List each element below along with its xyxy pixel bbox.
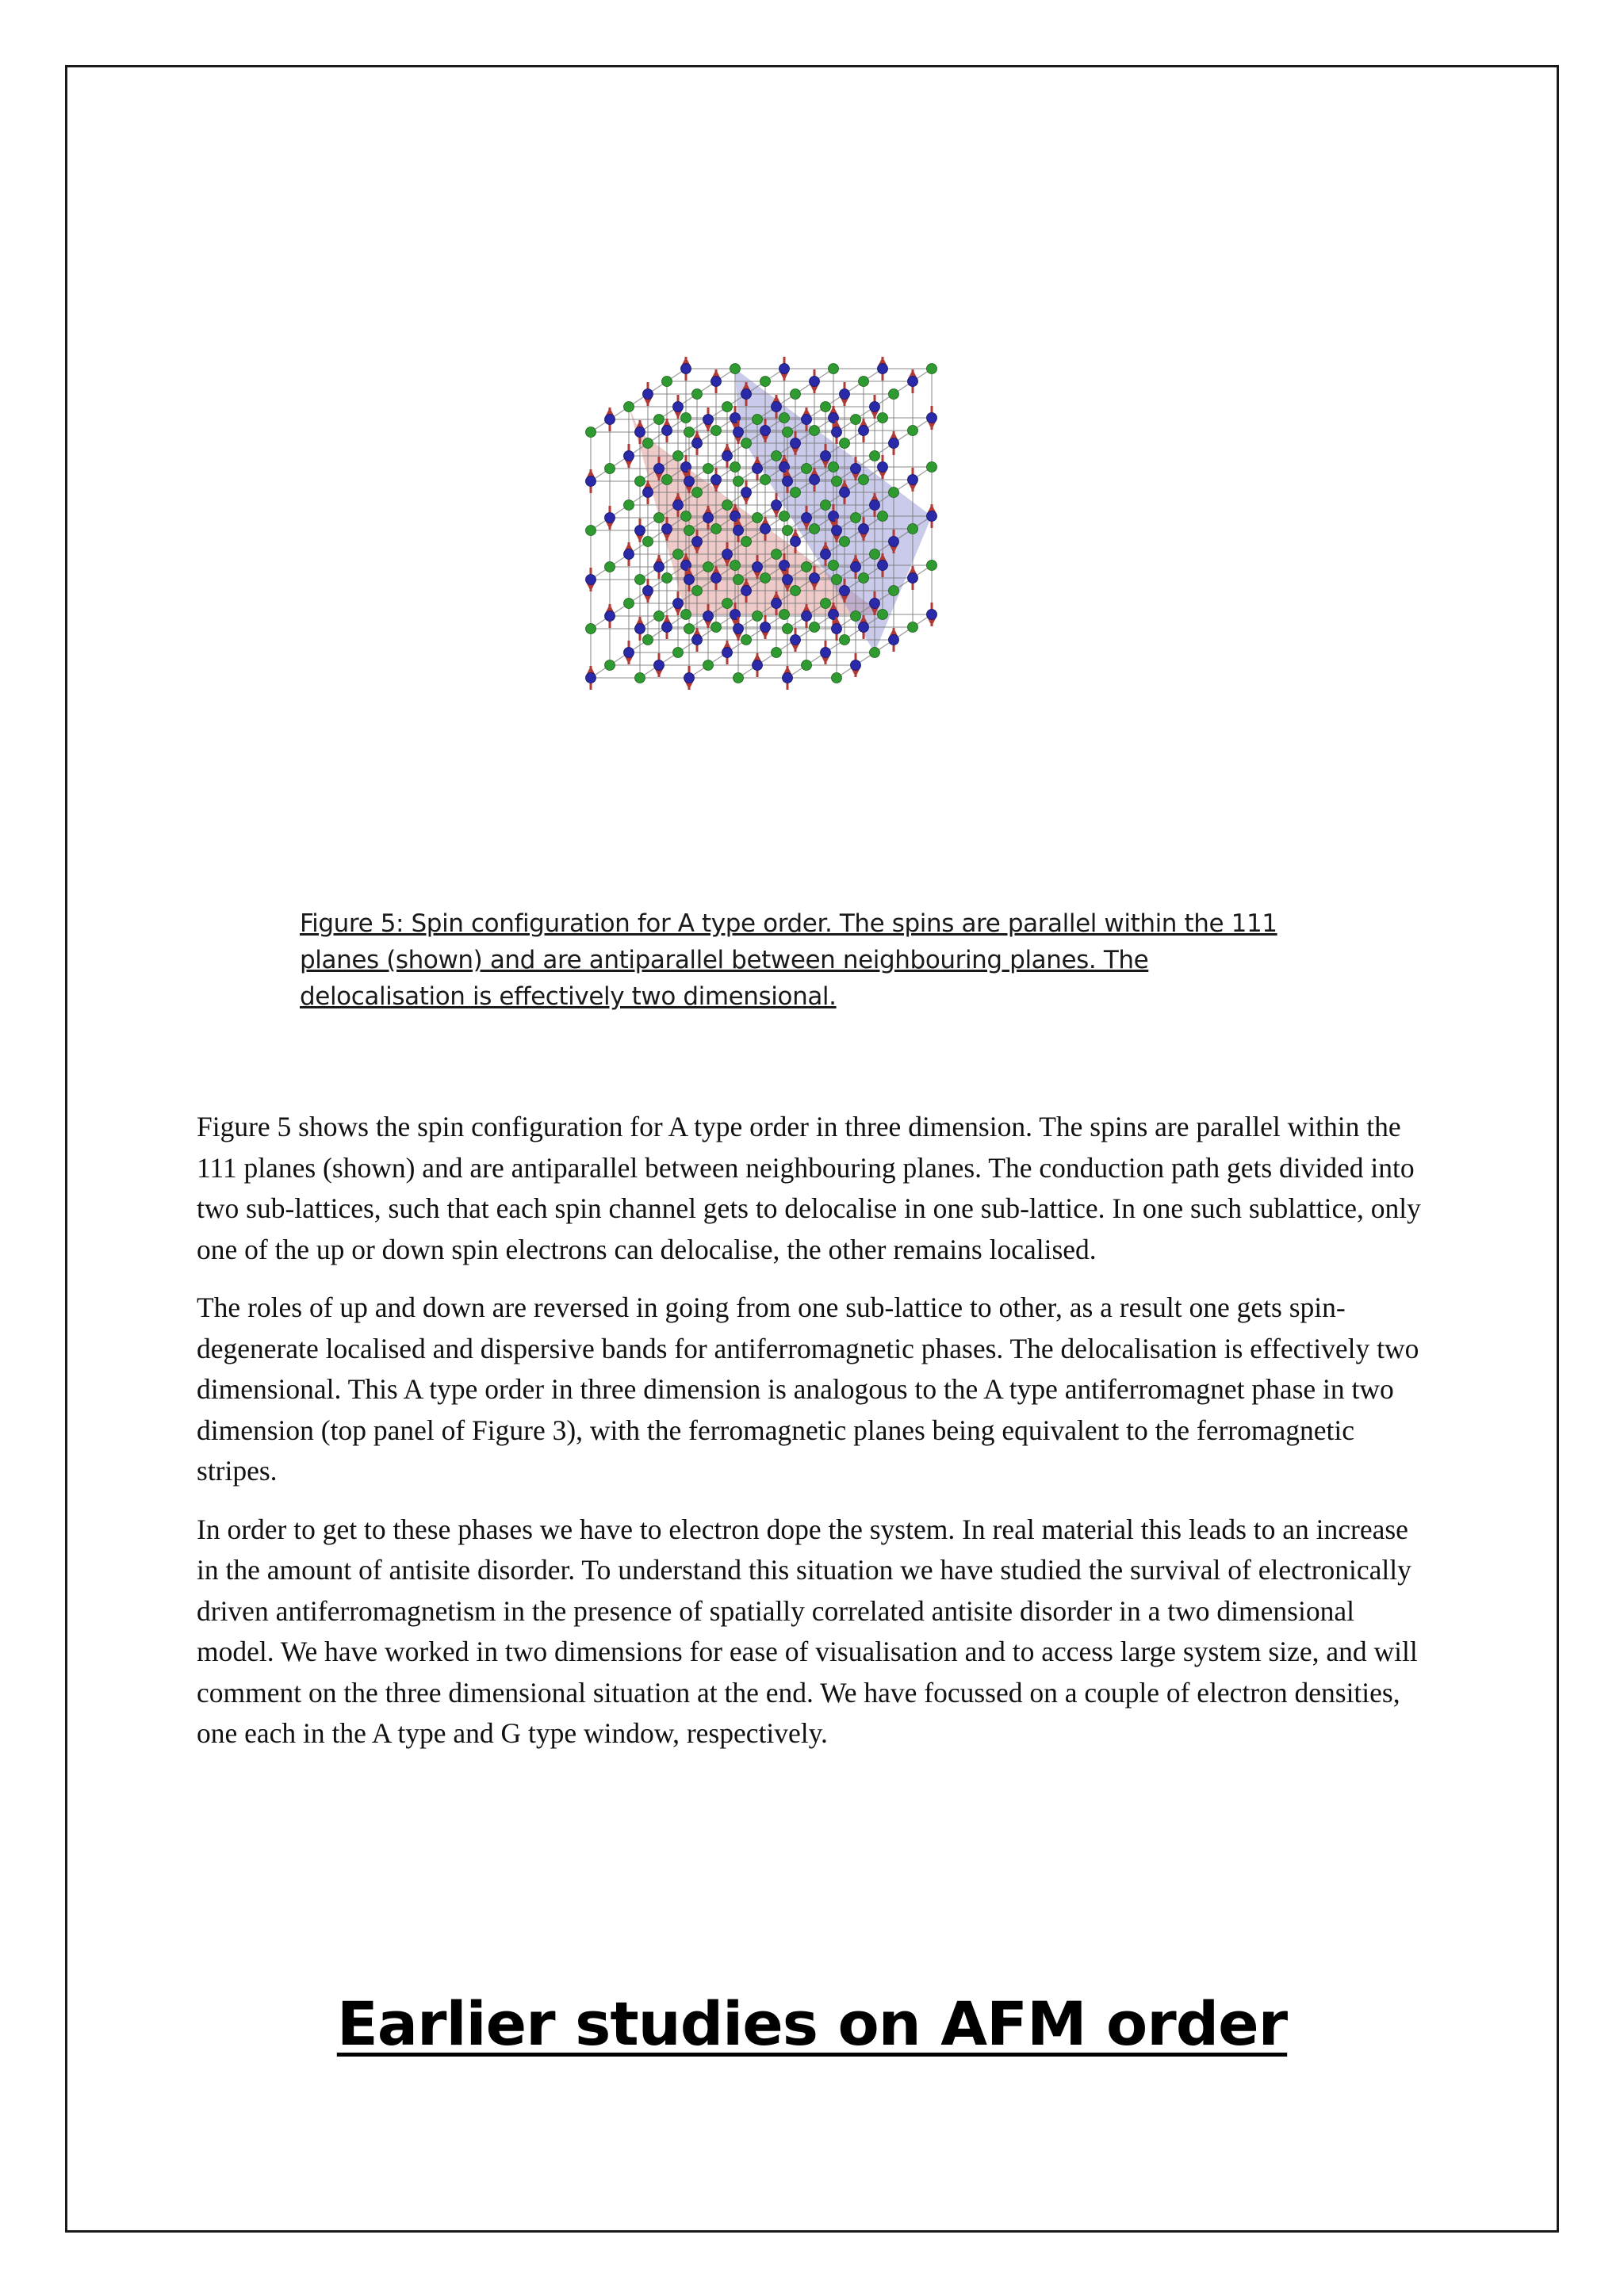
site-ball-blue [832,526,842,536]
site-ball-blue [870,402,880,412]
site-ball-green [643,537,653,547]
site-ball-blue [889,635,899,645]
site-ball-green [810,426,820,436]
site-ball-green [643,438,653,449]
site-ball-green [783,427,793,438]
caption-line: delocalisation is effectively two dimensional. [300,982,837,1011]
site-ball-blue [586,673,596,683]
site-ball-green [829,364,839,374]
site-ball-blue [605,611,615,622]
site-ball-blue [741,488,752,498]
site-ball-green [692,389,703,400]
site-ball-green [692,586,703,596]
site-ball-blue [692,438,703,449]
site-ball-blue [684,575,695,585]
caption-line: planes (shown) and are antiparallel between neighbouring planes. The [300,946,1149,974]
site-ball-blue [810,377,820,387]
site-ball-blue [673,402,684,412]
site-ball-blue [586,575,596,585]
site-ball-blue [791,438,801,449]
site-ball-green [927,364,937,374]
site-ball-blue [733,526,744,536]
site-ball-green [840,537,850,547]
site-ball-green [654,415,665,425]
site-ball-green [635,575,645,585]
site-ball-blue [772,500,782,511]
site-ball-blue [772,599,782,609]
site-ball-blue [643,488,653,498]
site-ball-blue [779,364,790,374]
site-ball-blue [684,673,695,683]
site-ball-blue [753,464,763,474]
site-ball-green [681,610,691,620]
site-ball-green [870,451,880,461]
site-ball-green [772,451,782,461]
site-ball-blue [605,415,615,425]
site-ball-blue [654,562,665,572]
site-ball-blue [741,389,752,400]
site-ball-blue [681,364,691,374]
site-ball-green [760,573,771,584]
site-ball-blue [802,415,812,425]
body-text [197,1107,1426,1772]
caption-line: Figure 5: Spin configuration for A type order. The spins are parallel within the 111 [300,909,1277,938]
site-ball-blue [859,426,869,436]
site-ball-blue [821,549,831,560]
site-ball-green [643,635,653,645]
site-ball-green [802,660,812,671]
site-ball-blue [741,586,752,596]
site-ball-blue [927,610,937,620]
site-ball-blue [643,586,653,596]
site-ball-blue [753,660,763,671]
site-ball-green [684,526,695,536]
site-ball-blue [802,611,812,622]
site-ball-green [802,562,812,572]
site-ball-green [681,413,691,423]
site-ball-blue [851,660,861,671]
site-ball-green [605,464,615,474]
site-ball-green [586,526,596,536]
site-ball-blue [810,573,820,584]
site-ball-green [821,500,831,511]
site-ball-green [791,586,801,596]
site-ball-blue [927,511,937,522]
site-ball-green [711,524,722,534]
site-ball-green [662,573,672,584]
site-ball-green [722,599,733,609]
site-ball-green [772,648,782,658]
site-ball-green [791,488,801,498]
site-ball-green [851,611,861,622]
site-ball-blue [703,513,714,523]
site-ball-green [810,622,820,633]
site-ball-green [730,364,741,374]
site-ball-green [783,624,793,634]
site-ball-blue [692,635,703,645]
site-ball-green [741,635,752,645]
site-ball-blue [684,476,695,487]
site-ball-blue [878,364,888,374]
site-ball-green [821,402,831,412]
site-ball-green [722,500,733,511]
site-ball-green [681,511,691,522]
site-ball-blue [654,464,665,474]
site-ball-blue [662,524,672,534]
site-ball-green [586,624,596,634]
site-ball-green [730,561,741,571]
site-ball-green [733,575,744,585]
site-ball-green [673,549,684,560]
site-ball-green [821,599,831,609]
site-ball-blue [870,599,880,609]
site-ball-blue [783,476,793,487]
site-ball-green [783,526,793,536]
spin-lattice-figure [500,285,1134,888]
site-ball-blue [783,575,793,585]
site-ball-green [711,622,722,633]
paragraph: The roles of up and down are reversed in going from one sub-lattice to other, as a result one gets spin-degenerate localised and dispersive bands for antiferromagnetic phases. The delocalisation is effectively two dimensional. This A type order in three dimension is analogous to the A type antiferromagnet phase in two dimension (top panel of Figure 3), with the ferromagnetic planes being equivalent to the ferromagnetic stripes. [197,1292,1419,1487]
site-ball-green [927,561,937,571]
site-ball-green [870,648,880,658]
section-heading-text: Earlier studies on AFM order [336,1988,1288,2059]
site-ball-green [711,426,722,436]
site-ball-blue [692,537,703,547]
site-ball-green [889,488,899,498]
site-ball-green [624,500,634,511]
site-ball-green [703,464,714,474]
site-ball-blue [733,624,744,634]
site-ball-green [741,438,752,449]
site-ball-blue [635,427,645,438]
site-ball-blue [733,427,744,438]
site-ball-blue [832,624,842,634]
site-ball-green [927,462,937,473]
site-ball-green [624,402,634,412]
site-ball-blue [673,599,684,609]
site-ball-blue [753,562,763,572]
site-ball-blue [908,377,918,387]
site-ball-green [684,624,695,634]
site-ball-blue [760,524,771,534]
paragraph: In order to get to these phases we have to electron dope the system. In real material this leads to an increase in the amount of antisite disorder. To understand this situation we have studied the survival of electronically driven antiferromagnetism in the presence of spatially correlated antisite disorder in a two dimensional model. We have worked in two dimensions for ease of visualisation and to access large system size, and will comment on the three dimensional situation at the end. We have focussed on a couple of electron densities, one each in the A type and G type window, respectively. [197,1513,1418,1749]
site-ball-blue [624,451,634,461]
site-ball-green [832,476,842,487]
site-ball-green [878,511,888,522]
site-ball-blue [624,549,634,560]
site-ball-green [791,389,801,400]
site-ball-green [810,524,820,534]
site-ball-blue [605,513,615,523]
site-ball-blue [662,622,672,633]
site-ball-blue [851,562,861,572]
site-ball-green [859,475,869,485]
site-ball-blue [840,389,850,400]
site-ball-blue [821,648,831,658]
site-ball-green [829,462,839,473]
site-ball-green [859,377,869,387]
site-ball-green [733,476,744,487]
site-ball-blue [703,415,714,425]
site-ball-green [692,488,703,498]
site-ball-green [832,673,842,683]
site-ball-blue [927,413,937,423]
site-ball-green [779,413,790,423]
site-ball-green [908,524,918,534]
figure-caption [300,905,1346,1015]
site-ball-blue [586,476,596,487]
site-ball-blue [760,622,771,633]
site-ball-green [741,537,752,547]
paragraph: Figure 5 shows the spin configuration for A type order in three dimension. The spins are parallel within the 111 planes (shown) and are antiparallel between neighbouring planes. The conduction path gets divided into two sub-lattices, such that each spin channel gets to delocalise in one sub-lattice. In one such sublattice, only one of the up or down spin electrons can delocalise, the other remains localised. [197,1111,1421,1265]
site-ball-green [703,562,714,572]
site-ball-green [673,451,684,461]
site-ball-blue [711,377,722,387]
site-ball-blue [772,402,782,412]
site-ball-green [624,599,634,609]
site-ball-green [760,475,771,485]
site-ball-green [654,513,665,523]
site-ball-green [654,611,665,622]
site-ball-blue [711,475,722,485]
site-ball-blue [870,500,880,511]
site-ball-green [662,475,672,485]
site-ball-blue [832,427,842,438]
site-ball-blue [624,648,634,658]
site-ball-green [635,673,645,683]
site-ball-green [753,513,763,523]
site-ball-green [878,610,888,620]
site-ball-green [802,464,812,474]
site-ball-green [684,427,695,438]
site-ball-blue [643,389,653,400]
site-ball-green [829,561,839,571]
site-ball-green [722,402,733,412]
site-ball-green [703,660,714,671]
site-ball-blue [760,426,771,436]
site-ball-green [635,476,645,487]
site-ball-green [870,549,880,560]
site-ball-green [673,648,684,658]
site-ball-blue [840,586,850,596]
site-ball-blue [810,475,820,485]
site-ball-green [662,377,672,387]
site-ball-green [908,622,918,633]
site-ball-blue [662,426,672,436]
site-ball-green [753,611,763,622]
site-ball-green [840,438,850,449]
site-ball-blue [908,573,918,584]
site-ball-blue [654,660,665,671]
site-ball-blue [703,611,714,622]
site-ball-blue [878,561,888,571]
site-ball-green [772,549,782,560]
site-ball-blue [791,537,801,547]
site-ball-green [832,575,842,585]
site-ball-blue [840,488,850,498]
site-ball-blue [711,573,722,584]
site-ball-green [605,562,615,572]
site-ball-green [859,573,869,584]
site-ball-blue [889,537,899,547]
site-ball-blue [722,451,733,461]
site-ball-green [908,426,918,436]
site-ball-blue [802,513,812,523]
site-ball-blue [722,549,733,560]
site-ball-blue [908,475,918,485]
site-ball-green [586,427,596,438]
site-ball-green [730,462,741,473]
site-ball-green [779,610,790,620]
site-ball-green [840,635,850,645]
site-ball-blue [821,451,831,461]
site-ball-green [733,673,744,683]
site-ball-blue [783,673,793,683]
site-ball-green [779,511,790,522]
site-ball-green [889,389,899,400]
site-ball-blue [878,462,888,473]
site-ball-blue [635,624,645,634]
site-ball-green [760,377,771,387]
spin-lattice-image [500,285,1134,888]
section-heading [0,1988,1624,2059]
site-ball-green [851,415,861,425]
site-ball-blue [635,526,645,536]
site-ball-blue [851,464,861,474]
site-ball-green [851,513,861,523]
site-ball-green [889,586,899,596]
site-ball-green [753,415,763,425]
site-ball-green [605,660,615,671]
site-ball-blue [791,635,801,645]
site-ball-green [878,413,888,423]
site-ball-blue [673,500,684,511]
site-ball-blue [859,524,869,534]
site-ball-blue [889,438,899,449]
site-ball-blue [859,622,869,633]
site-ball-blue [722,648,733,658]
